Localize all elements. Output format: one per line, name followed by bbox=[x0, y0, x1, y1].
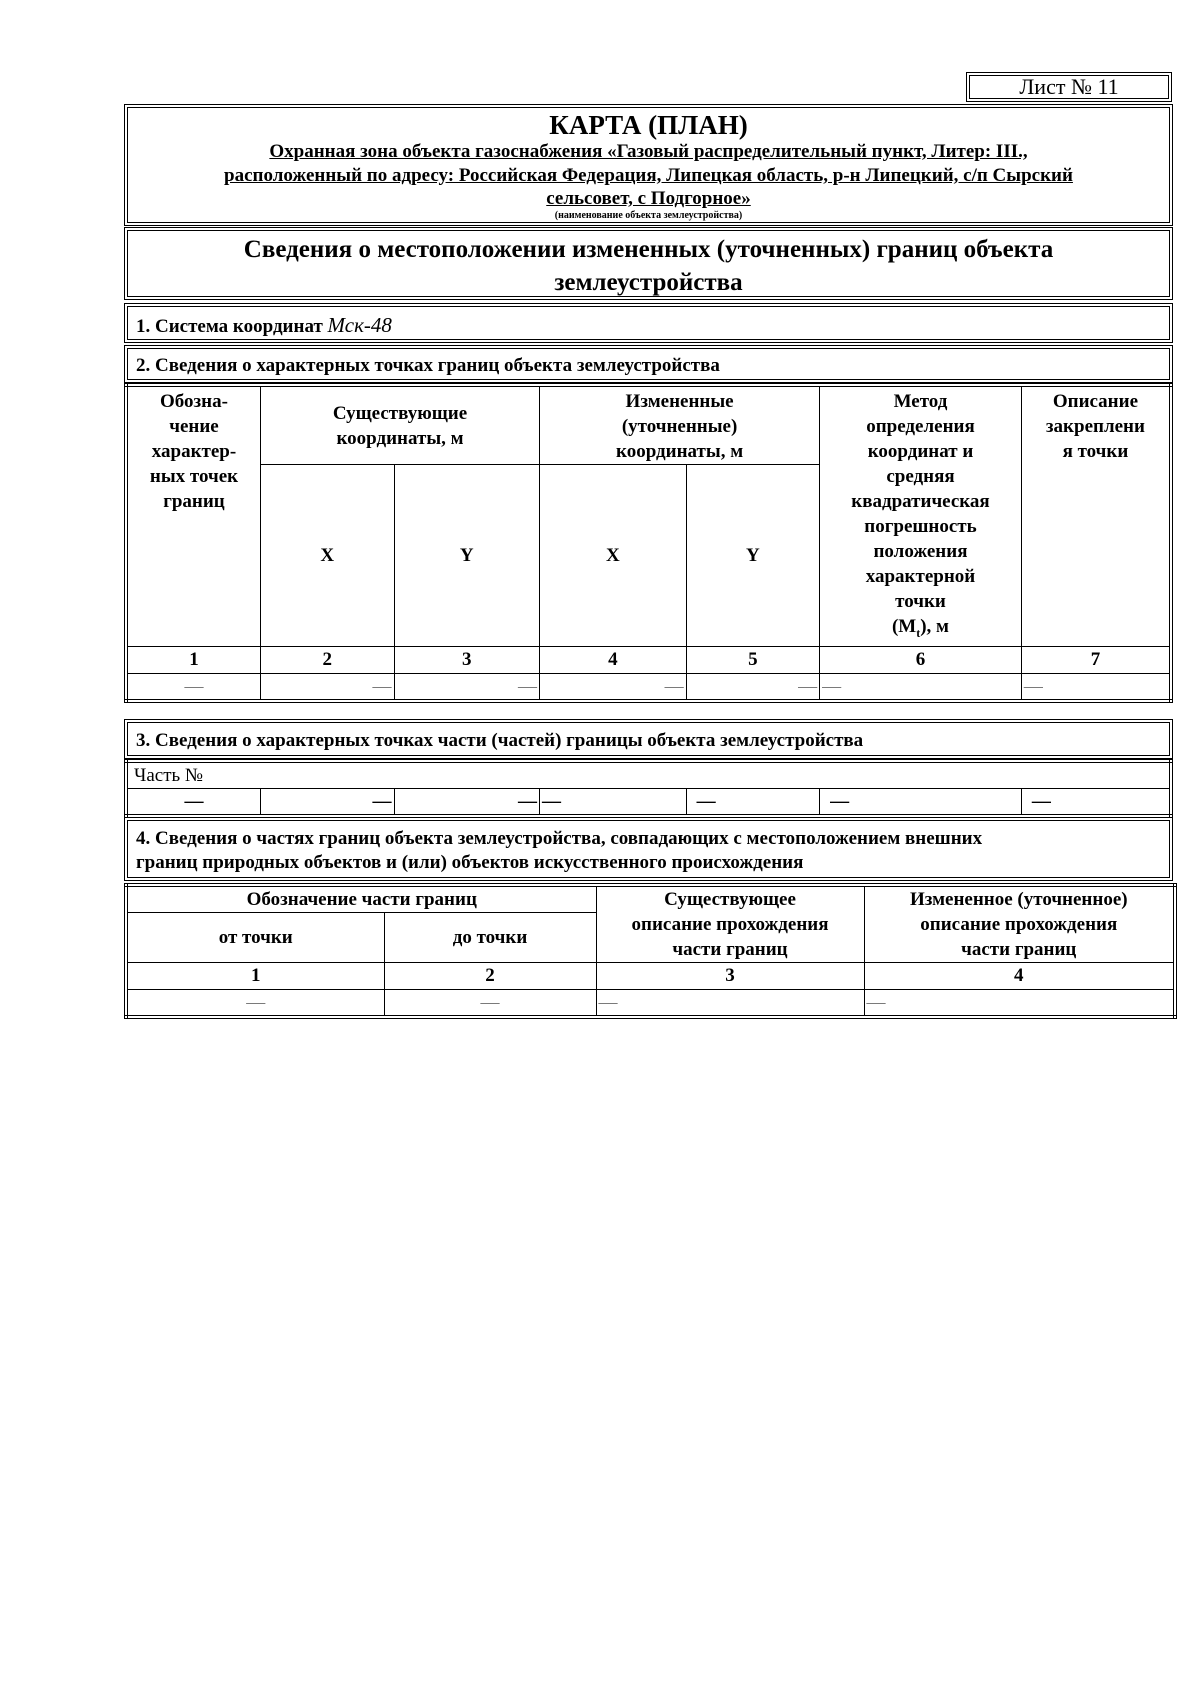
table-row bbox=[126, 789, 1171, 817]
header-existing-description: Существующее описание прохождения части границ bbox=[596, 885, 864, 963]
table-cell: — bbox=[686, 789, 820, 817]
header-changed-description: Измененное (уточненное) описание прохождения части границ bbox=[864, 885, 1175, 963]
section-3-header bbox=[124, 719, 1173, 759]
table-cell: — bbox=[540, 789, 687, 817]
header-method bbox=[820, 385, 1022, 647]
table-cell: — bbox=[394, 789, 540, 817]
table-cell: — bbox=[261, 674, 395, 702]
coordinate-system-value: Мск-48 bbox=[327, 313, 392, 337]
header-method-unit: ), м bbox=[920, 616, 950, 637]
header-to-point: до точки bbox=[384, 913, 596, 963]
part-points-table bbox=[124, 759, 1173, 818]
title-block bbox=[124, 104, 1173, 226]
table-cell: — bbox=[126, 674, 261, 702]
table-cell: — bbox=[261, 789, 395, 817]
header-changed-x: X bbox=[540, 465, 687, 647]
col-number: 5 bbox=[686, 647, 820, 674]
section-4-title-line-1: 4. Сведения о частях границ объекта землеустройства, совпадающих с местоположением внешних bbox=[136, 828, 983, 849]
column-number-row bbox=[126, 963, 1175, 990]
table-row bbox=[126, 674, 1171, 702]
section-4-title-line-2: границ природных объектов и (или) объектов искусственного происхождения bbox=[136, 852, 804, 873]
table-cell: — bbox=[686, 674, 820, 702]
header-existing-coords: Существующие координаты, м bbox=[261, 385, 540, 465]
table-cell: — bbox=[384, 990, 596, 1018]
boundary-points-table bbox=[124, 383, 1173, 703]
header-method-text: Метод определения координат и средняя квадратическая погрешность положения характерной точки (M bbox=[851, 391, 990, 637]
col-number: 1 bbox=[126, 963, 384, 990]
coordinate-system-label: 1. Система координат bbox=[136, 316, 323, 337]
section-3-title: 3. Сведения о характерных точках части (частей) границы объекта землеустройства bbox=[136, 730, 864, 751]
header-changed-y: Y bbox=[686, 465, 820, 647]
header-method-sub: t bbox=[916, 625, 921, 640]
object-name-line-1: Охранная зона объекта газоснабжения «Газовый распределительный пункт, Литер: III., bbox=[269, 141, 1028, 162]
col-number: 3 bbox=[394, 647, 540, 674]
col-number: 2 bbox=[384, 963, 596, 990]
section-2-header bbox=[124, 345, 1173, 383]
table-cell: — bbox=[1021, 789, 1171, 817]
table-cell: — bbox=[820, 674, 1022, 702]
col-number: 2 bbox=[261, 647, 395, 674]
column-number-row bbox=[126, 647, 1171, 674]
table-cell: — bbox=[864, 990, 1175, 1018]
table-cell: — bbox=[126, 789, 261, 817]
header-designation: Обозна- чение характер- ных точек границ bbox=[126, 385, 261, 647]
col-number: 6 bbox=[820, 647, 1022, 674]
natural-boundary-table bbox=[124, 883, 1177, 1019]
header-existing-y: Y bbox=[394, 465, 540, 647]
col-number: 7 bbox=[1021, 647, 1171, 674]
table-cell: — bbox=[596, 990, 864, 1018]
subtitle-line-1: Сведения о местоположении измененных (уточненных) границ объекта bbox=[243, 236, 1054, 263]
section-1 bbox=[124, 303, 1173, 343]
col-number: 1 bbox=[126, 647, 261, 674]
object-name-line-2: расположенный по адресу: Российская Федерация, Липецкая область, р-н Липецкий, с/п Сырский bbox=[224, 165, 1073, 186]
table-cell: — bbox=[126, 990, 384, 1018]
header-part-designation: Обозначение части границ bbox=[126, 885, 596, 913]
col-number: 3 bbox=[596, 963, 864, 990]
col-number: 4 bbox=[540, 647, 687, 674]
object-name-line-3: сельсовет, с Подгорное» bbox=[546, 188, 751, 209]
table-cell: — bbox=[1021, 674, 1171, 702]
table-row bbox=[126, 990, 1175, 1018]
table-cell: — bbox=[540, 674, 687, 702]
subtitle-line-2: землеустройства bbox=[554, 269, 743, 296]
part-number-label: Часть № bbox=[126, 761, 1171, 789]
header-existing-x: X bbox=[261, 465, 395, 647]
table-cell: — bbox=[394, 674, 540, 702]
section-2-title: 2. Сведения о характерных точках границ объекта землеустройства bbox=[136, 355, 720, 376]
col-number: 4 bbox=[864, 963, 1175, 990]
page-title: КАРТА (ПЛАН) bbox=[549, 110, 748, 140]
table-cell: — bbox=[820, 789, 1022, 817]
sheet-number: Лист № 11 bbox=[966, 72, 1172, 102]
object-name-caption: (наименование объекта землеустройства) bbox=[554, 210, 743, 221]
header-changed-coords: Измененные (уточненные) координаты, м bbox=[540, 385, 820, 465]
header-from-point: от точки bbox=[126, 913, 384, 963]
subtitle-block bbox=[124, 227, 1173, 300]
header-fixing: Описание закреплени я точки bbox=[1021, 385, 1171, 647]
section-4-header bbox=[124, 817, 1173, 881]
